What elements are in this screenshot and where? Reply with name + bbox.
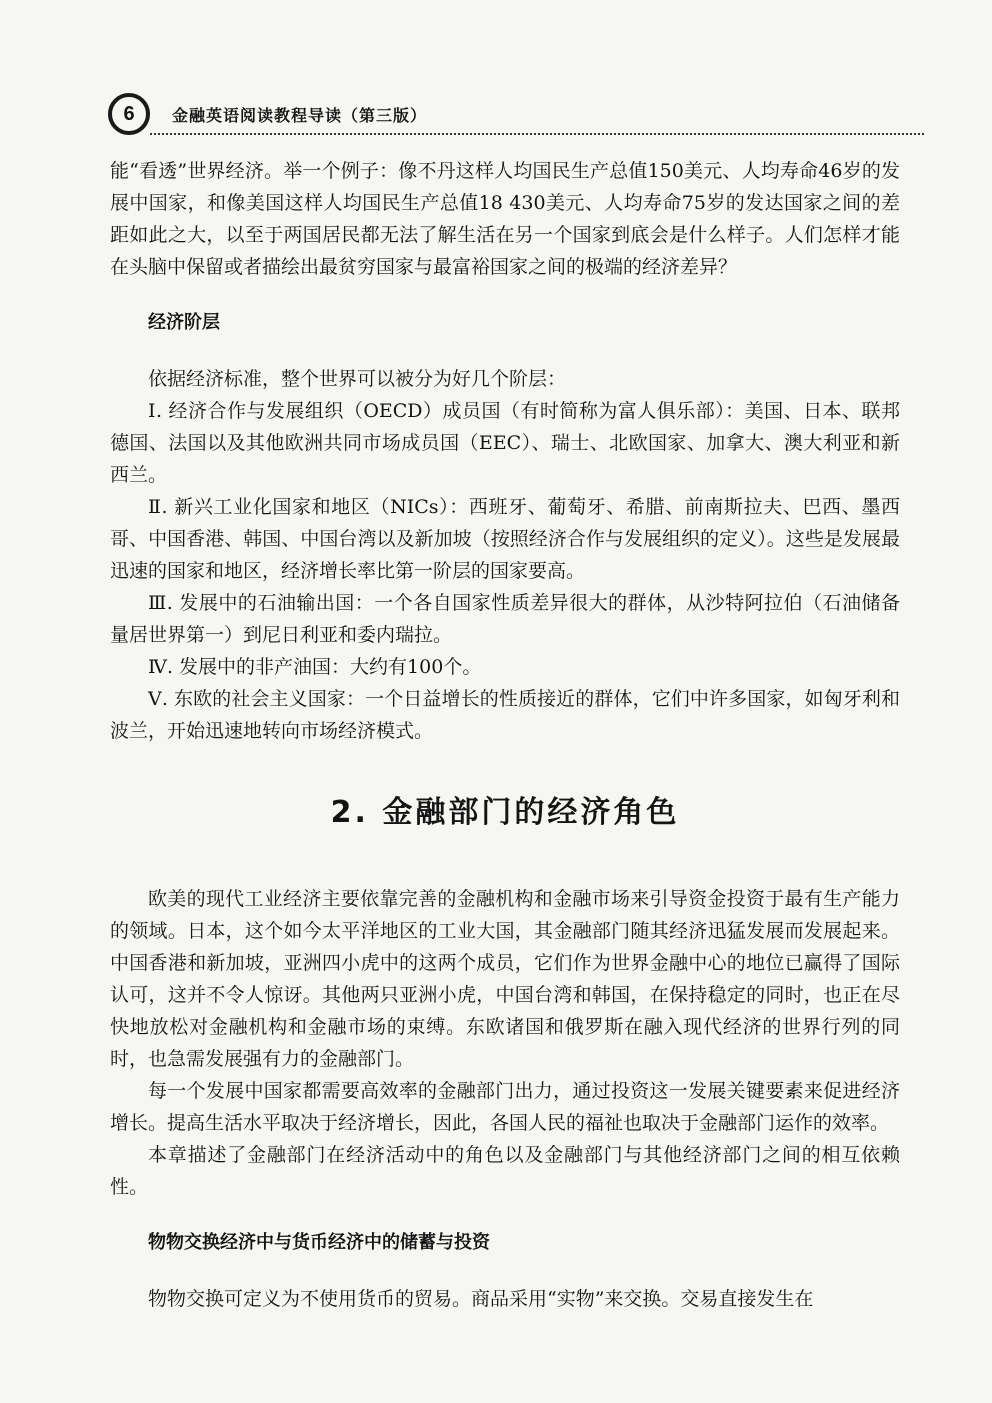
paragraph-section-2: 每一个发展中国家都需要高效率的金融部门出力，通过投资这一发展关键要素来促进经济增长。提高生活水平取决于经济增长，因此，各国人民的福祉也取决于金融部门运作的效率。 [110, 1080, 900, 1134]
strata-item-5: Ⅴ. 东欧的社会主义国家：一个日益增长的性质接近的群体，它们中许多国家，如匈牙利和波兰，开始迅速地转向市场经济模式。 [110, 688, 900, 742]
paragraph-barter: 物物交换可定义为不使用货币的贸易。商品采用“实物”来交换。交易直接发生在 [148, 1288, 814, 1310]
running-title: 金融英语阅读教程导读（第三版） [172, 106, 428, 125]
paragraph-intro: 能“看透”世界经济。举一个例子：像不丹这样人均国民生产总值150美元、人均寿命46岁的发展中国家，和像美国这样人均国民生产总值18 430美元、人均寿命75岁的发达国家之间的差距如此之大，以至于两国居民都无法了解生活在另一个国家到底会是什么样子。人们怎样才能在头脑中保留或者描绘出最贫穷国家与最富裕国家之间的极端的经济差异？ [110, 160, 900, 278]
strata-item-2: Ⅱ. 新兴工业化国家和地区（NICs）：西班牙、葡萄牙、希腊、前南斯拉夫、巴西、墨西哥、中国香港、韩国、中国台湾以及新加坡（按照经济合作与发展组织的定义）。这些是发展最迅速的国家和地区，经济增长率比第一阶层的国家要高。 [110, 496, 900, 582]
paragraph-section-1: 欧美的现代工业经济主要依靠完善的金融机构和金融市场来引导资金投资于最有生产能力的领域。日本，这个如今太平洋地区的工业大国，其金融部门随其经济迅猛发展而发展起来。中国香港和新加坡，亚洲四小虎中的这两个成员，它们作为世界金融中心的地位已赢得了国际认可，这并不令人惊讶。其他两只亚洲小虎，中国台湾和韩国，在保持稳定的同时，也正在尽快地放松对金融机构和金融市场的束缚。东欧诸国和俄罗斯在融入现代经济的世界行列的同时，也急需发展强有力的金融部门。 [110, 888, 900, 1070]
subheading-savings-investment: 物物交换经济中与货币经济中的储蓄与投资 [148, 1232, 490, 1253]
header-divider [150, 133, 924, 135]
paragraph-strata-intro: 依据经济标准，整个世界可以被分为好几个阶层： [148, 368, 567, 390]
strata-item-1: Ⅰ. 经济合作与发展组织（OECD）成员国（有时简称为富人俱乐部）：美国、日本、联邦德国、法国以及其他欧洲共同市场成员国（EEC）、瑞士、北欧国家、加拿大、澳大利亚和新西兰。 [110, 400, 900, 486]
section-title: 2. 金融部门的经济角色 [330, 795, 680, 830]
strata-item-4: Ⅳ. 发展中的非产油国：大约有100个。 [148, 656, 482, 678]
page-body [110, 155, 900, 1315]
page-number: 6 [108, 93, 150, 135]
subheading-economic-strata: 经济阶层 [148, 312, 220, 333]
strata-item-3: Ⅲ. 发展中的石油输出国：一个各自国家性质差异很大的群体，从沙特阿拉伯（石油储备量居世界第一）到尼日利亚和委内瑞拉。 [110, 592, 900, 646]
paragraph-section-3: 本章描述了金融部门在经济活动中的角色以及金融部门与其他经济部门之间的相互依赖性。 [110, 1144, 900, 1198]
